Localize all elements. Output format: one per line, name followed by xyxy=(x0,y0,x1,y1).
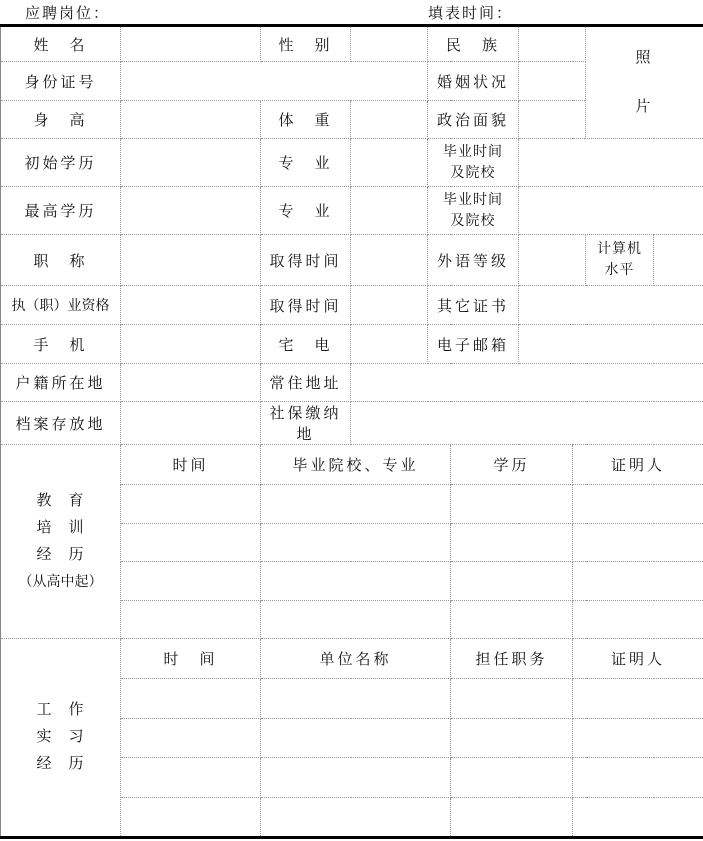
archive-location-value-cell[interactable] xyxy=(121,402,261,445)
qualification-value-cell[interactable] xyxy=(121,286,261,325)
work-row-2-time-cell[interactable] xyxy=(121,719,261,758)
application-form-table xyxy=(0,24,703,839)
edu-header-school: 毕业院校、专业 xyxy=(261,445,451,485)
foreign-language-label: 外语等级 xyxy=(428,235,519,286)
qualification-label: 执（职）业资格 xyxy=(1,286,121,325)
education-section-label: 教 育 培 训 经 历 （从高中起） xyxy=(1,445,121,639)
edu-row-4-witness-cell[interactable] xyxy=(573,601,703,639)
email-value-cell[interactable] xyxy=(519,325,703,364)
marital-status-label: 婚姻状况 xyxy=(428,62,519,101)
archive-location-label: 档案存放地 xyxy=(1,402,121,445)
household-location-label: 户籍所在地 xyxy=(1,364,121,402)
computer-level-value-cell[interactable] xyxy=(654,235,703,286)
marital-status-value-cell[interactable] xyxy=(519,62,586,101)
work-row-1-witness-cell[interactable] xyxy=(573,679,703,719)
home-phone-value-cell[interactable] xyxy=(351,325,428,364)
edu-row-4-degree-cell[interactable] xyxy=(451,601,573,639)
other-certificates-label: 其它证书 xyxy=(428,286,519,325)
work-row-3-witness-cell[interactable] xyxy=(573,758,703,798)
computer-level-label: 计算机 水平 xyxy=(586,235,654,286)
foreign-language-value-cell[interactable] xyxy=(519,235,586,286)
highest-grad-value-cell[interactable] xyxy=(519,187,703,235)
form-header xyxy=(0,0,703,24)
name-label: 姓 名 xyxy=(1,26,121,62)
social-security-label: 社保缴纳地 xyxy=(261,402,351,445)
photo-label-line1: 照 xyxy=(635,49,654,66)
work-header-company: 单位名称 xyxy=(261,639,451,679)
initial-major-value-cell[interactable] xyxy=(351,139,428,187)
photo-placeholder-cell[interactable] xyxy=(586,26,703,139)
edu-row-1-witness-cell[interactable] xyxy=(573,485,703,524)
social-security-value-cell[interactable] xyxy=(351,402,703,445)
edu-row-4-school-cell[interactable] xyxy=(261,601,451,639)
work-header-position: 担任职务 xyxy=(451,639,573,679)
edu-header-witness: 证明人 xyxy=(573,445,703,485)
work-row-3-position-cell[interactable] xyxy=(451,758,573,798)
highest-education-value-cell[interactable] xyxy=(121,187,261,235)
work-row-4-company-cell[interactable] xyxy=(261,798,451,838)
edu-row-2-degree-cell[interactable] xyxy=(451,524,573,562)
edu-row-1-degree-cell[interactable] xyxy=(451,485,573,524)
work-row-1-company-cell[interactable] xyxy=(261,679,451,719)
work-header-time: 时 间 xyxy=(121,639,261,679)
initial-grad-value-cell[interactable] xyxy=(519,139,703,187)
height-label: 身 高 xyxy=(1,101,121,139)
initial-education-label: 初始学历 xyxy=(1,139,121,187)
highest-major-label: 专 业 xyxy=(261,187,351,235)
initial-education-value-cell[interactable] xyxy=(121,139,261,187)
height-value-cell[interactable] xyxy=(121,101,261,139)
highest-education-label: 最高学历 xyxy=(1,187,121,235)
work-row-3-time-cell[interactable] xyxy=(121,758,261,798)
work-row-2-company-cell[interactable] xyxy=(261,719,451,758)
work-section-label: 工 作 实 习 经 历 xyxy=(1,639,121,838)
edu-row-3-witness-cell[interactable] xyxy=(573,562,703,601)
edu-row-4-time-cell[interactable] xyxy=(121,601,261,639)
initial-major-label: 专 业 xyxy=(261,139,351,187)
highest-grad-label: 毕业时间 及院校 xyxy=(428,187,519,235)
title-obtain-time-label: 取得时间 xyxy=(261,235,351,286)
work-row-1-position-cell[interactable] xyxy=(451,679,573,719)
work-row-4-time-cell[interactable] xyxy=(121,798,261,838)
residence-address-label: 常住地址 xyxy=(261,364,351,402)
edu-row-3-time-cell[interactable] xyxy=(121,562,261,601)
position-field-label: 应聘岗位： xyxy=(25,5,111,22)
household-location-value-cell[interactable] xyxy=(121,364,261,402)
id-number-label: 身份证号 xyxy=(1,62,121,101)
edu-row-3-school-cell[interactable] xyxy=(261,562,451,601)
edu-row-2-time-cell[interactable] xyxy=(121,524,261,562)
gender-label: 性 别 xyxy=(261,26,351,62)
mobile-value-cell[interactable] xyxy=(121,325,261,364)
edu-row-1-school-cell[interactable] xyxy=(261,485,451,524)
residence-address-value-cell[interactable] xyxy=(351,364,703,402)
id-number-value-cell[interactable] xyxy=(121,62,428,101)
gender-value-cell[interactable] xyxy=(351,26,428,62)
work-row-1-time-cell[interactable] xyxy=(121,679,261,719)
weight-value-cell[interactable] xyxy=(351,101,428,139)
weight-label: 体 重 xyxy=(261,101,351,139)
email-label: 电子邮箱 xyxy=(428,325,519,364)
highest-major-value-cell[interactable] xyxy=(351,187,428,235)
edu-row-1-time-cell[interactable] xyxy=(121,485,261,524)
ethnicity-value-cell[interactable] xyxy=(519,26,586,62)
edu-row-2-school-cell[interactable] xyxy=(261,524,451,562)
other-certificates-value-cell[interactable] xyxy=(519,286,703,325)
political-status-value-cell[interactable] xyxy=(519,101,586,139)
photo-label-line2: 片 xyxy=(635,98,654,115)
work-row-4-position-cell[interactable] xyxy=(451,798,573,838)
name-value-cell[interactable] xyxy=(121,26,261,62)
work-row-3-company-cell[interactable] xyxy=(261,758,451,798)
job-title-value-cell[interactable] xyxy=(121,235,261,286)
qualification-obtain-time-value-cell[interactable] xyxy=(351,286,428,325)
edu-header-degree: 学历 xyxy=(451,445,573,485)
initial-grad-label: 毕业时间 及院校 xyxy=(428,139,519,187)
work-row-4-witness-cell[interactable] xyxy=(573,798,703,838)
edu-row-3-degree-cell[interactable] xyxy=(451,562,573,601)
ethnicity-label: 民 族 xyxy=(428,26,519,62)
edu-header-time: 时间 xyxy=(121,445,261,485)
date-field-label: 填表时间： xyxy=(428,5,514,22)
political-status-label: 政治面貌 xyxy=(428,101,519,139)
work-header-witness: 证明人 xyxy=(573,639,703,679)
title-obtain-time-value-cell[interactable] xyxy=(351,235,428,286)
work-row-2-witness-cell[interactable] xyxy=(573,719,703,758)
work-row-2-position-cell[interactable] xyxy=(451,719,573,758)
mobile-label: 手 机 xyxy=(1,325,121,364)
job-title-label: 职 称 xyxy=(1,235,121,286)
edu-row-2-witness-cell[interactable] xyxy=(573,524,703,562)
qualification-obtain-time-label: 取得时间 xyxy=(261,286,351,325)
home-phone-label: 宅 电 xyxy=(261,325,351,364)
